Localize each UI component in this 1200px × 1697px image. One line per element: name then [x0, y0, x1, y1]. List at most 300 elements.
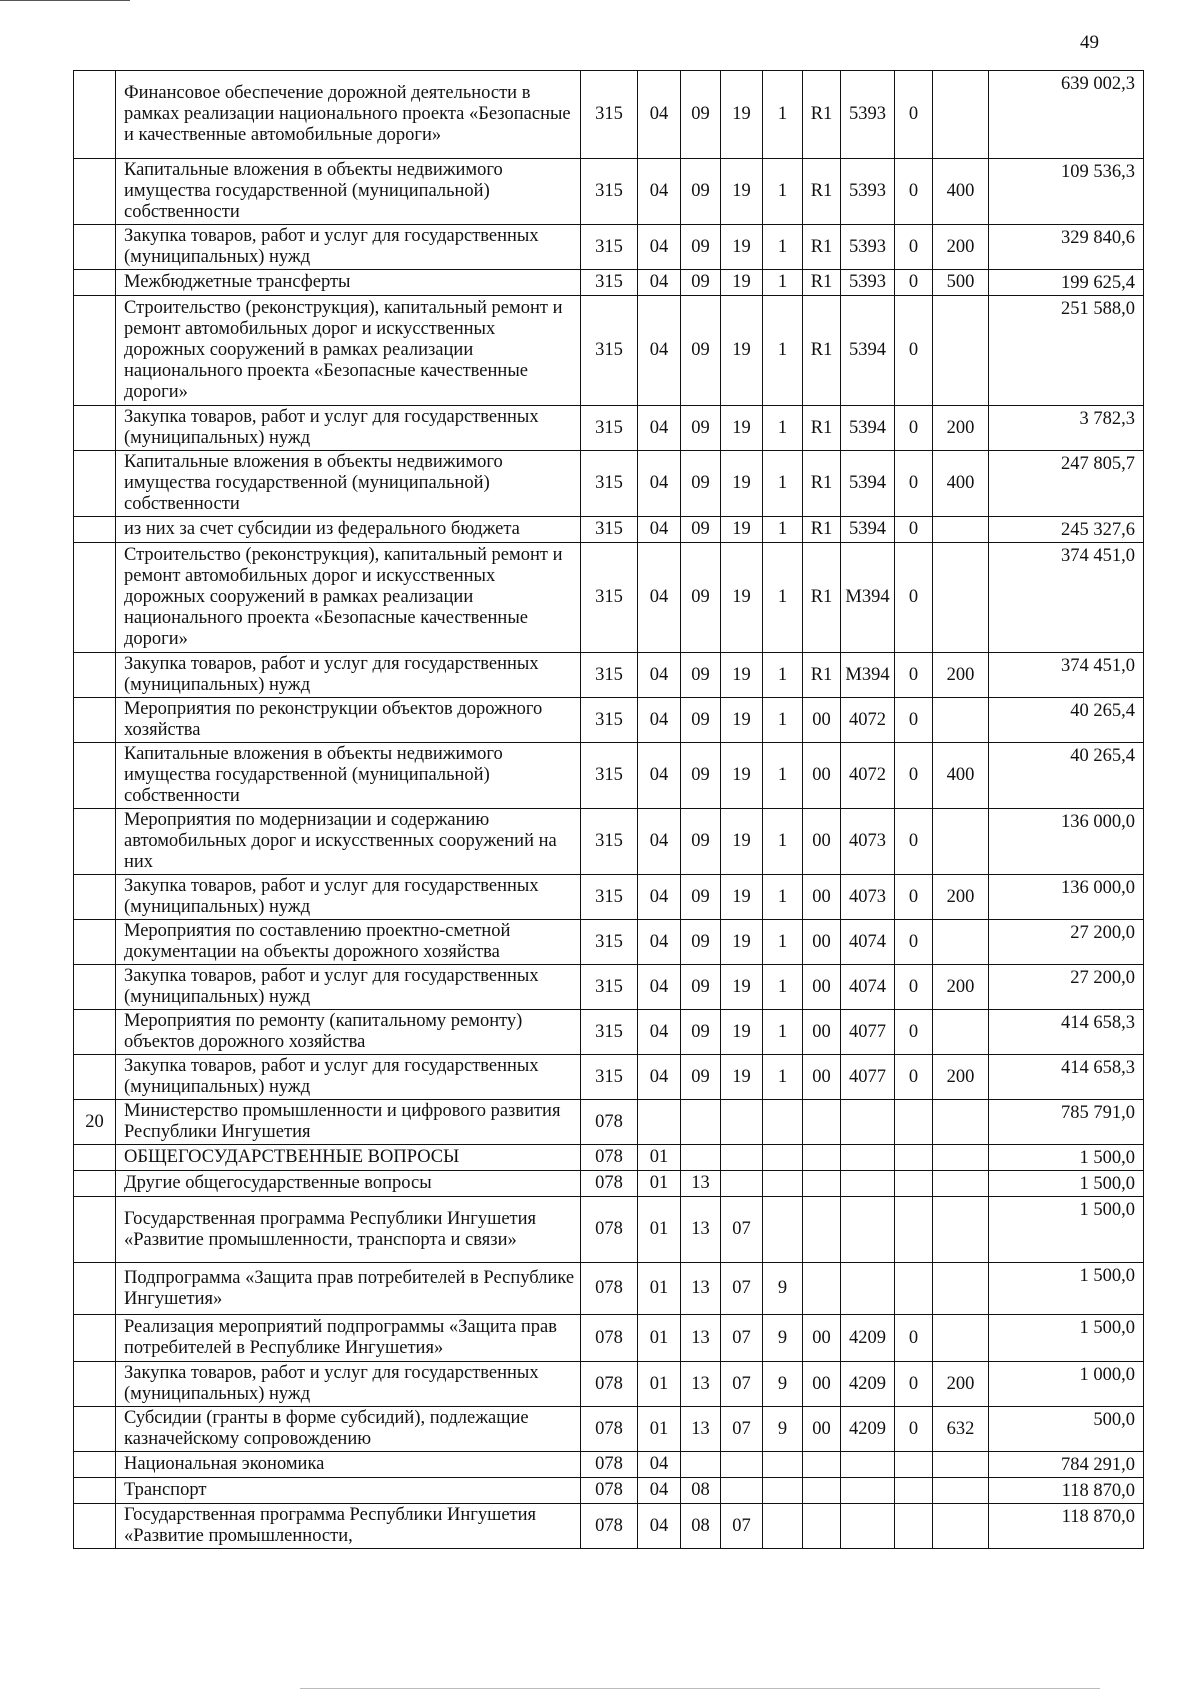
cell-grbs: 315: [581, 270, 638, 296]
cell-vr: 200: [933, 1362, 989, 1407]
table-row: [74, 653, 1144, 698]
cell-pr: 09: [681, 270, 721, 296]
cell-cs2: 1: [763, 965, 803, 1010]
cell-rz: 04: [638, 71, 681, 159]
cell-vr: [933, 809, 989, 875]
table-body: [74, 71, 1144, 1549]
cell-cs3: [803, 1504, 841, 1549]
cell-cs3: R1: [803, 451, 841, 517]
cell-name: Мероприятия по реконструкции объектов дорожного хозяйства: [116, 698, 581, 743]
cell-cs1: [721, 1171, 763, 1197]
table-row: [74, 809, 1144, 875]
cell-num: [74, 451, 116, 517]
cell-cs1: 19: [721, 270, 763, 296]
table-row: [74, 1362, 1144, 1407]
table-row: [74, 451, 1144, 517]
cell-vr: [933, 1315, 989, 1362]
table-row: [74, 406, 1144, 451]
cell-cs1: [721, 1100, 763, 1145]
cell-rz: 04: [638, 406, 681, 451]
cell-rz: 04: [638, 698, 681, 743]
budget-table: [73, 70, 1144, 1549]
cell-pr: 09: [681, 451, 721, 517]
cell-cs5: 0: [895, 296, 933, 406]
cell-cs1: 19: [721, 543, 763, 653]
cell-cs5: 0: [895, 517, 933, 543]
cell-rz: 01: [638, 1263, 681, 1315]
cell-cs4: 5393: [841, 225, 895, 270]
cell-cs2: 1: [763, 698, 803, 743]
cell-num: [74, 517, 116, 543]
table-row: [74, 296, 1144, 406]
cell-cs4: [841, 1478, 895, 1504]
cell-cs1: 19: [721, 698, 763, 743]
cell-num: [74, 1504, 116, 1549]
cell-pr: 09: [681, 965, 721, 1010]
cell-cs5: [895, 1145, 933, 1171]
cell-vr: [933, 920, 989, 965]
cell-cs4: 4072: [841, 698, 895, 743]
cell-grbs: 315: [581, 517, 638, 543]
cell-cs1: 19: [721, 159, 763, 225]
cell-cs3: R1: [803, 406, 841, 451]
cell-cs1: 19: [721, 225, 763, 270]
table-row: [74, 965, 1144, 1010]
cell-cs1: 07: [721, 1263, 763, 1315]
table-row: [74, 875, 1144, 920]
cell-amount: 374 451,0: [989, 543, 1144, 653]
cell-rz: 01: [638, 1362, 681, 1407]
cell-amount: 414 658,3: [989, 1010, 1144, 1055]
cell-pr: 13: [681, 1197, 721, 1263]
cell-pr: 09: [681, 875, 721, 920]
table-row: [74, 517, 1144, 543]
cell-cs1: 19: [721, 653, 763, 698]
cell-cs4: 5393: [841, 71, 895, 159]
cell-grbs: 315: [581, 406, 638, 451]
table-row: [74, 1100, 1144, 1145]
cell-cs5: 0: [895, 406, 933, 451]
cell-rz: 04: [638, 920, 681, 965]
cell-pr: 08: [681, 1504, 721, 1549]
cell-cs3: [803, 1145, 841, 1171]
cell-num: [74, 1315, 116, 1362]
cell-pr: 09: [681, 543, 721, 653]
cell-amount: 27 200,0: [989, 965, 1144, 1010]
cell-vr: [933, 1010, 989, 1055]
cell-cs1: 19: [721, 406, 763, 451]
cell-name: Строительство (реконструкция), капитальный ремонт и ремонт автомобильных дорог и искусственных дорожных сооружений в рамках реализации национального проекта «Безопасные качественные дороги»: [116, 296, 581, 406]
cell-cs5: 0: [895, 809, 933, 875]
cell-cs2: 1: [763, 406, 803, 451]
cell-vr: [933, 1504, 989, 1549]
cell-num: [74, 296, 116, 406]
cell-cs4: 5394: [841, 517, 895, 543]
cell-rz: 04: [638, 809, 681, 875]
cell-cs2: 1: [763, 920, 803, 965]
cell-amount: 1 500,0: [989, 1171, 1144, 1197]
cell-name: Закупка товаров, работ и услуг для государственных (муниципальных) нужд: [116, 1362, 581, 1407]
cell-vr: 400: [933, 451, 989, 517]
cell-num: [74, 743, 116, 809]
cell-num: [74, 875, 116, 920]
cell-cs2: [763, 1100, 803, 1145]
cell-cs1: 19: [721, 517, 763, 543]
cell-cs3: [803, 1478, 841, 1504]
cell-vr: [933, 517, 989, 543]
cell-grbs: 078: [581, 1100, 638, 1145]
cell-grbs: 315: [581, 159, 638, 225]
cell-cs1: 19: [721, 743, 763, 809]
cell-amount: 40 265,4: [989, 698, 1144, 743]
cell-cs1: 19: [721, 1055, 763, 1100]
cell-vr: 200: [933, 1055, 989, 1100]
cell-grbs: 315: [581, 296, 638, 406]
cell-cs5: 0: [895, 1010, 933, 1055]
cell-cs5: [895, 1197, 933, 1263]
cell-cs1: 19: [721, 920, 763, 965]
cell-cs5: [895, 1478, 933, 1504]
cell-amount: 785 791,0: [989, 1100, 1144, 1145]
cell-cs4: 4074: [841, 965, 895, 1010]
cell-grbs: 315: [581, 1010, 638, 1055]
table-row: [74, 543, 1144, 653]
cell-cs5: [895, 1504, 933, 1549]
cell-amount: 1 500,0: [989, 1263, 1144, 1315]
cell-cs4: 5394: [841, 451, 895, 517]
cell-pr: 09: [681, 225, 721, 270]
cell-cs5: 0: [895, 1055, 933, 1100]
cell-vr: 200: [933, 225, 989, 270]
cell-name: Подпрограмма «Защита прав потребителей в Республике Ингушетия»: [116, 1263, 581, 1315]
cell-amount: 414 658,3: [989, 1055, 1144, 1100]
table-row: [74, 743, 1144, 809]
cell-amount: 784 291,0: [989, 1452, 1144, 1478]
cell-pr: 09: [681, 743, 721, 809]
cell-cs4: 4077: [841, 1010, 895, 1055]
cell-cs1: 19: [721, 965, 763, 1010]
cell-amount: 136 000,0: [989, 875, 1144, 920]
cell-pr: 08: [681, 1478, 721, 1504]
cell-amount: 247 805,7: [989, 451, 1144, 517]
cell-grbs: 078: [581, 1452, 638, 1478]
cell-amount: 199 625,4: [989, 270, 1144, 296]
table-row: [74, 159, 1144, 225]
cell-pr: [681, 1452, 721, 1478]
cell-grbs: 078: [581, 1197, 638, 1263]
cell-num: [74, 1010, 116, 1055]
cell-num: [74, 1171, 116, 1197]
cell-vr: [933, 543, 989, 653]
cell-cs5: 0: [895, 225, 933, 270]
cell-cs4: [841, 1263, 895, 1315]
cell-name: Государственная программа Республики Ингушетия «Развитие промышленности,: [116, 1504, 581, 1549]
cell-rz: 04: [638, 451, 681, 517]
cell-num: [74, 1263, 116, 1315]
cell-cs2: 1: [763, 270, 803, 296]
cell-cs1: 07: [721, 1504, 763, 1549]
cell-num: [74, 1362, 116, 1407]
cell-cs4: [841, 1197, 895, 1263]
cell-cs3: [803, 1100, 841, 1145]
cell-amount: 27 200,0: [989, 920, 1144, 965]
cell-cs4: [841, 1452, 895, 1478]
cell-rz: [638, 1100, 681, 1145]
cell-cs3: [803, 1452, 841, 1478]
cell-cs2: 1: [763, 653, 803, 698]
cell-vr: 500: [933, 270, 989, 296]
table-row: [74, 1478, 1144, 1504]
cell-pr: 13: [681, 1315, 721, 1362]
cell-vr: 400: [933, 743, 989, 809]
cell-amount: 3 782,3: [989, 406, 1144, 451]
cell-rz: 04: [638, 965, 681, 1010]
cell-rz: 01: [638, 1315, 681, 1362]
table-row: [74, 1145, 1144, 1171]
cell-amount: 251 588,0: [989, 296, 1144, 406]
cell-grbs: 315: [581, 743, 638, 809]
cell-cs5: 0: [895, 451, 933, 517]
cell-cs3: 00: [803, 743, 841, 809]
cell-cs2: 1: [763, 517, 803, 543]
cell-cs4: 5394: [841, 296, 895, 406]
cell-cs3: R1: [803, 517, 841, 543]
cell-cs1: 07: [721, 1197, 763, 1263]
cell-cs2: 1: [763, 71, 803, 159]
cell-vr: [933, 71, 989, 159]
table-row: [74, 920, 1144, 965]
cell-cs3: 00: [803, 1315, 841, 1362]
cell-cs2: 1: [763, 543, 803, 653]
cell-cs1: 19: [721, 809, 763, 875]
cell-amount: 109 536,3: [989, 159, 1144, 225]
cell-num: [74, 406, 116, 451]
cell-cs1: 19: [721, 296, 763, 406]
cell-amount: 118 870,0: [989, 1478, 1144, 1504]
cell-rz: 04: [638, 1478, 681, 1504]
cell-cs1: 07: [721, 1362, 763, 1407]
cell-cs1: 19: [721, 1010, 763, 1055]
cell-cs4: 4209: [841, 1362, 895, 1407]
cell-name: Реализация мероприятий подпрограммы «Защита прав потребителей в Республике Ингушетия»: [116, 1315, 581, 1362]
cell-name: Мероприятия по ремонту (капитальному ремонту) объектов дорожного хозяйства: [116, 1010, 581, 1055]
cell-name: Закупка товаров, работ и услуг для государственных (муниципальных) нужд: [116, 1055, 581, 1100]
cell-cs5: 0: [895, 875, 933, 920]
cell-cs2: 1: [763, 809, 803, 875]
cell-amount: 136 000,0: [989, 809, 1144, 875]
cell-cs3: 00: [803, 1055, 841, 1100]
cell-vr: [933, 1171, 989, 1197]
cell-cs2: [763, 1504, 803, 1549]
cell-grbs: 315: [581, 1055, 638, 1100]
cell-cs5: 0: [895, 653, 933, 698]
cell-grbs: 078: [581, 1145, 638, 1171]
table-row: [74, 270, 1144, 296]
cell-cs2: 1: [763, 875, 803, 920]
cell-rz: 04: [638, 1452, 681, 1478]
cell-pr: 13: [681, 1407, 721, 1452]
cell-name: Закупка товаров, работ и услуг для государственных (муниципальных) нужд: [116, 965, 581, 1010]
cell-cs2: 9: [763, 1263, 803, 1315]
cell-pr: 09: [681, 296, 721, 406]
cell-vr: 200: [933, 965, 989, 1010]
cell-name: Министерство промышленности и цифрового развития Республики Ингушетия: [116, 1100, 581, 1145]
cell-cs3: 00: [803, 1010, 841, 1055]
cell-num: [74, 809, 116, 875]
cell-num: [74, 225, 116, 270]
cell-pr: 09: [681, 698, 721, 743]
table-row: [74, 1010, 1144, 1055]
cell-cs5: 0: [895, 1362, 933, 1407]
cell-name: Капитальные вложения в объекты недвижимого имущества государственной (муниципальной) собственности: [116, 159, 581, 225]
cell-cs4: 4077: [841, 1055, 895, 1100]
cell-cs3: R1: [803, 270, 841, 296]
cell-cs3: 00: [803, 809, 841, 875]
table-row: [74, 1171, 1144, 1197]
table-row: [74, 1407, 1144, 1452]
cell-cs2: 9: [763, 1315, 803, 1362]
cell-num: [74, 653, 116, 698]
cell-pr: 09: [681, 1010, 721, 1055]
cell-cs3: R1: [803, 159, 841, 225]
cell-grbs: 315: [581, 225, 638, 270]
cell-cs2: 9: [763, 1407, 803, 1452]
cell-cs1: [721, 1478, 763, 1504]
cell-rz: 04: [638, 875, 681, 920]
cell-amount: 374 451,0: [989, 653, 1144, 698]
cell-cs1: 19: [721, 451, 763, 517]
cell-rz: 04: [638, 159, 681, 225]
cell-amount: 500,0: [989, 1407, 1144, 1452]
cell-amount: 1 500,0: [989, 1197, 1144, 1263]
cell-rz: 04: [638, 743, 681, 809]
cell-name: Закупка товаров, работ и услуг для государственных (муниципальных) нужд: [116, 225, 581, 270]
cell-cs1: 07: [721, 1315, 763, 1362]
cell-grbs: 078: [581, 1407, 638, 1452]
cell-cs1: 19: [721, 71, 763, 159]
cell-cs5: [895, 1263, 933, 1315]
table-row: [74, 1263, 1144, 1315]
cell-amount: 40 265,4: [989, 743, 1144, 809]
table-row: [74, 1504, 1144, 1549]
cell-cs3: 00: [803, 1407, 841, 1452]
cell-grbs: 078: [581, 1315, 638, 1362]
table-row: [74, 1055, 1144, 1100]
cell-pr: 13: [681, 1263, 721, 1315]
cell-name: Национальная экономика: [116, 1452, 581, 1478]
cell-cs3: 00: [803, 965, 841, 1010]
cell-num: [74, 71, 116, 159]
cell-cs2: 1: [763, 225, 803, 270]
cell-num: [74, 965, 116, 1010]
cell-cs2: [763, 1452, 803, 1478]
cell-grbs: 078: [581, 1171, 638, 1197]
cell-rz: 04: [638, 1055, 681, 1100]
cell-grbs: 315: [581, 653, 638, 698]
cell-num: [74, 543, 116, 653]
cell-cs3: 00: [803, 698, 841, 743]
cell-vr: [933, 296, 989, 406]
cell-vr: 632: [933, 1407, 989, 1452]
cell-amount: 329 840,6: [989, 225, 1144, 270]
cell-pr: [681, 1100, 721, 1145]
cell-num: [74, 159, 116, 225]
cell-cs4: М394: [841, 543, 895, 653]
cell-grbs: 315: [581, 809, 638, 875]
cell-cs5: 0: [895, 743, 933, 809]
cell-amount: 1 500,0: [989, 1315, 1144, 1362]
cell-cs4: 4073: [841, 875, 895, 920]
cell-cs1: [721, 1452, 763, 1478]
cell-cs5: 0: [895, 270, 933, 296]
cell-cs2: 1: [763, 159, 803, 225]
cell-rz: 04: [638, 225, 681, 270]
cell-cs5: [895, 1452, 933, 1478]
cell-cs2: [763, 1478, 803, 1504]
cell-pr: 09: [681, 517, 721, 543]
cell-cs4: 4072: [841, 743, 895, 809]
cell-cs2: [763, 1145, 803, 1171]
cell-pr: 09: [681, 159, 721, 225]
cell-name: Закупка товаров, работ и услуг для государственных (муниципальных) нужд: [116, 875, 581, 920]
cell-rz: 04: [638, 270, 681, 296]
cell-cs2: 1: [763, 743, 803, 809]
cell-grbs: 078: [581, 1263, 638, 1315]
cell-cs3: [803, 1171, 841, 1197]
cell-grbs: 315: [581, 698, 638, 743]
table-row: [74, 698, 1144, 743]
cell-rz: 04: [638, 1504, 681, 1549]
table-row: [74, 1197, 1144, 1263]
cell-cs3: [803, 1263, 841, 1315]
cell-num: 20: [74, 1100, 116, 1145]
table-row: [74, 1315, 1144, 1362]
cell-cs5: 0: [895, 1315, 933, 1362]
cell-cs2: 9: [763, 1362, 803, 1407]
cell-grbs: 078: [581, 1504, 638, 1549]
cell-vr: [933, 698, 989, 743]
cell-vr: 200: [933, 875, 989, 920]
cell-cs5: 0: [895, 159, 933, 225]
cell-name: Транспорт: [116, 1478, 581, 1504]
cell-name: Капитальные вложения в объекты недвижимого имущества государственной (муниципальной) собственности: [116, 451, 581, 517]
cell-num: [74, 1478, 116, 1504]
cell-grbs: 315: [581, 920, 638, 965]
cell-cs2: [763, 1171, 803, 1197]
cell-cs3: [803, 1197, 841, 1263]
cell-amount: 118 870,0: [989, 1504, 1144, 1549]
cell-name: Субсидии (гранты в форме субсидий), подлежащие казначейскому сопровождению: [116, 1407, 581, 1452]
cell-num: [74, 1452, 116, 1478]
cell-name: Другие общегосударственные вопросы: [116, 1171, 581, 1197]
cell-pr: 09: [681, 809, 721, 875]
cell-cs4: 5394: [841, 406, 895, 451]
cell-name: Капитальные вложения в объекты недвижимого имущества государственной (муниципальной) собственности: [116, 743, 581, 809]
cell-rz: 04: [638, 653, 681, 698]
cell-rz: 01: [638, 1145, 681, 1171]
cell-cs4: [841, 1171, 895, 1197]
cell-rz: 01: [638, 1407, 681, 1452]
cell-amount: 1 000,0: [989, 1362, 1144, 1407]
cell-grbs: 315: [581, 965, 638, 1010]
cell-grbs: 315: [581, 451, 638, 517]
cell-cs3: R1: [803, 543, 841, 653]
cell-name: ОБЩЕГОСУДАРСТВЕННЫЕ ВОПРОСЫ: [116, 1145, 581, 1171]
cell-rz: 04: [638, 296, 681, 406]
cell-num: [74, 1145, 116, 1171]
cell-grbs: 078: [581, 1478, 638, 1504]
cell-cs4: 5393: [841, 159, 895, 225]
